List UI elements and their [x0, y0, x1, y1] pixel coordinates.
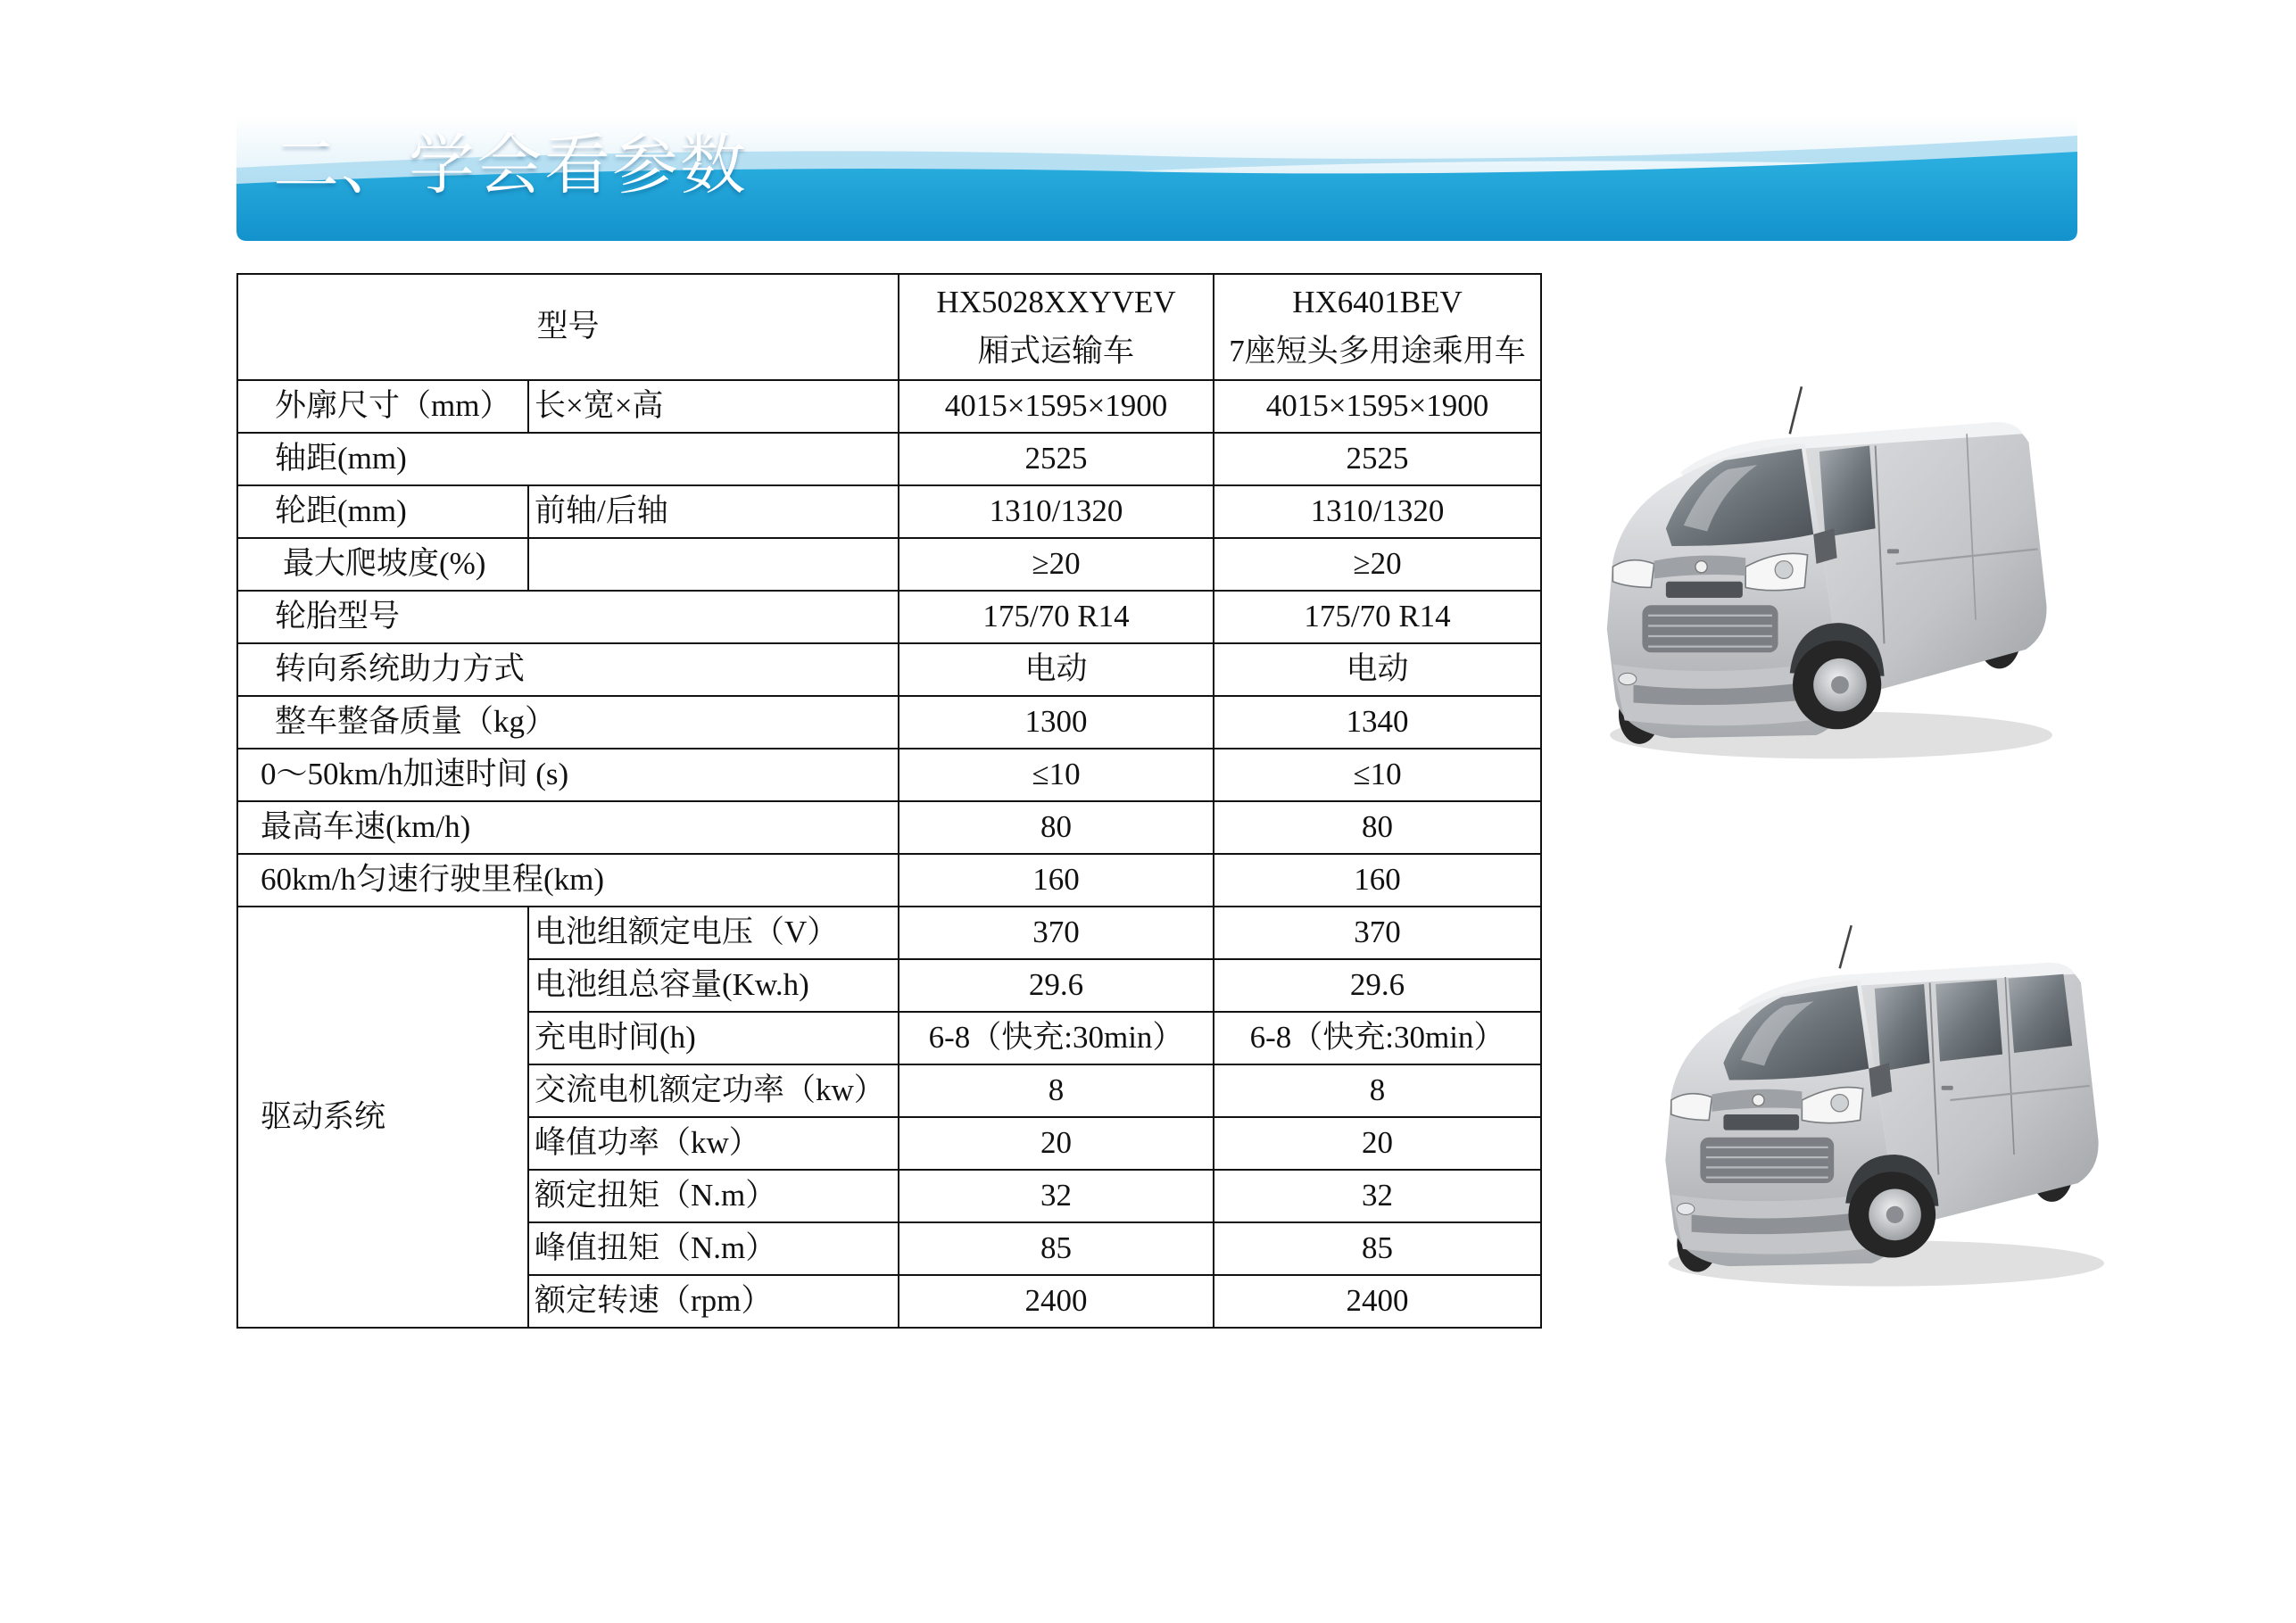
spec-value-hx6401: 29.6 [1214, 959, 1541, 1012]
spec-value-hx5028: ≥20 [899, 538, 1214, 591]
spec-value-hx5028: 175/70 R14 [899, 591, 1214, 643]
model-name: 7座短头多用途乘用车 [1229, 333, 1526, 368]
spec-sub-label: 充电时间(h) [528, 1012, 899, 1064]
spec-value-hx5028: 160 [899, 854, 1214, 907]
spec-value-hx6401: 85 [1214, 1222, 1541, 1275]
spec-value-hx5028: 1310/1320 [899, 485, 1214, 538]
spec-value-hx5028: 8 [899, 1064, 1214, 1117]
spec-value-hx5028: 80 [899, 801, 1214, 854]
model-code: HX6401BEV [1292, 285, 1463, 320]
model-label-cell [237, 274, 899, 380]
spec-row [237, 696, 1541, 749]
spec-value-hx6401: 电动 [1214, 643, 1541, 696]
spec-value-hx6401: 2400 [1214, 1275, 1541, 1328]
spec-row [237, 485, 1541, 538]
spec-label: 60km/h匀速行驶里程(km) [237, 854, 899, 907]
model-column-hx5028 [899, 274, 1214, 380]
spec-row [237, 854, 1541, 907]
spec-sub-label: 额定扭矩（N.m） [528, 1170, 899, 1222]
model-name: 厢式运输车 [978, 333, 1135, 368]
spec-value-hx6401: 2525 [1214, 433, 1541, 485]
spec-value-hx6401: 32 [1214, 1170, 1541, 1222]
spec-value-hx5028: 32 [899, 1170, 1214, 1222]
spec-value-hx6401: 80 [1214, 801, 1541, 854]
spec-label: 轮胎型号 [237, 591, 899, 643]
spec-value-hx5028: 4015×1595×1900 [899, 380, 1214, 433]
spec-label: 轮距(mm) [237, 485, 528, 538]
spec-sub-label: 电池组额定电压（V） [528, 907, 899, 959]
spec-sub-label: 电池组总容量(Kw.h) [528, 959, 899, 1012]
spec-label: 转向系统助力方式 [237, 643, 899, 696]
spec-label: 外廓尺寸（mm） [237, 380, 528, 433]
spec-value-hx5028: 370 [899, 907, 1214, 959]
model-code: HX5028XXYVEV [936, 285, 1176, 320]
spec-value-hx5028: 20 [899, 1117, 1214, 1170]
spec-value-hx5028: 1300 [899, 696, 1214, 749]
spec-header-row [237, 274, 1541, 380]
spec-value-hx6401: 1310/1320 [1214, 485, 1541, 538]
spec-row [237, 907, 1541, 959]
spec-row [237, 538, 1541, 591]
spec-value-hx6401: 8 [1214, 1064, 1541, 1117]
spec-value-hx5028: ≤10 [899, 749, 1214, 801]
spec-row [237, 801, 1541, 854]
spec-row [237, 591, 1541, 643]
spec-value-hx6401: ≤10 [1214, 749, 1541, 801]
drive-system-group-label: 驱动系统 [237, 907, 528, 1328]
model-label: 型号 [536, 309, 600, 344]
spec-sub-label: 交流电机额定功率（kw） [528, 1064, 899, 1117]
spec-value-hx6401: 175/70 R14 [1214, 591, 1541, 643]
spec-table [236, 273, 1542, 1329]
spec-label: 整车整备质量（kg） [237, 696, 899, 749]
spec-value-hx5028: 电动 [899, 643, 1214, 696]
spec-value-hx6401: 370 [1214, 907, 1541, 959]
passenger-van-illustration [1639, 923, 2104, 1292]
spec-sub-label [528, 538, 899, 591]
spec-row [237, 433, 1541, 485]
spec-value-hx5028: 29.6 [899, 959, 1214, 1012]
model-column-hx6401 [1214, 274, 1541, 380]
page-title: 二、学会看参数 [273, 128, 748, 202]
spec-value-hx5028: 85 [899, 1222, 1214, 1275]
spec-row [237, 380, 1541, 433]
spec-value-hx5028: 2400 [899, 1275, 1214, 1328]
spec-label: 最高车速(km/h) [237, 801, 899, 854]
spec-value-hx6401: 6-8（快充:30min） [1214, 1012, 1541, 1064]
spec-sub-label: 峰值功率（kw） [528, 1117, 899, 1170]
spec-value-hx6401: 20 [1214, 1117, 1541, 1170]
spec-label: 轴距(mm) [237, 433, 899, 485]
spec-sub-label: 前轴/后轴 [528, 485, 899, 538]
spec-sub-label: 峰值扭矩（N.m） [528, 1222, 899, 1275]
spec-value-hx6401: 1340 [1214, 696, 1541, 749]
spec-sub-label: 额定转速（rpm） [528, 1275, 899, 1328]
spec-value-hx5028: 2525 [899, 433, 1214, 485]
cargo-van-image [1580, 384, 2052, 765]
spec-value-hx6401: 4015×1595×1900 [1214, 380, 1541, 433]
spec-value-hx6401: ≥20 [1214, 538, 1541, 591]
passenger-van-image [1639, 923, 2104, 1292]
spec-label: 最大爬坡度(%) [237, 538, 528, 591]
spec-row [237, 749, 1541, 801]
cargo-van-illustration [1580, 384, 2052, 765]
spec-value-hx5028: 6-8（快充:30min） [899, 1012, 1214, 1064]
spec-sub-label: 长×宽×高 [528, 380, 899, 433]
spec-value-hx6401: 160 [1214, 854, 1541, 907]
spec-label: 0～50km/h加速时间 (s) [237, 749, 899, 801]
spec-row [237, 643, 1541, 696]
